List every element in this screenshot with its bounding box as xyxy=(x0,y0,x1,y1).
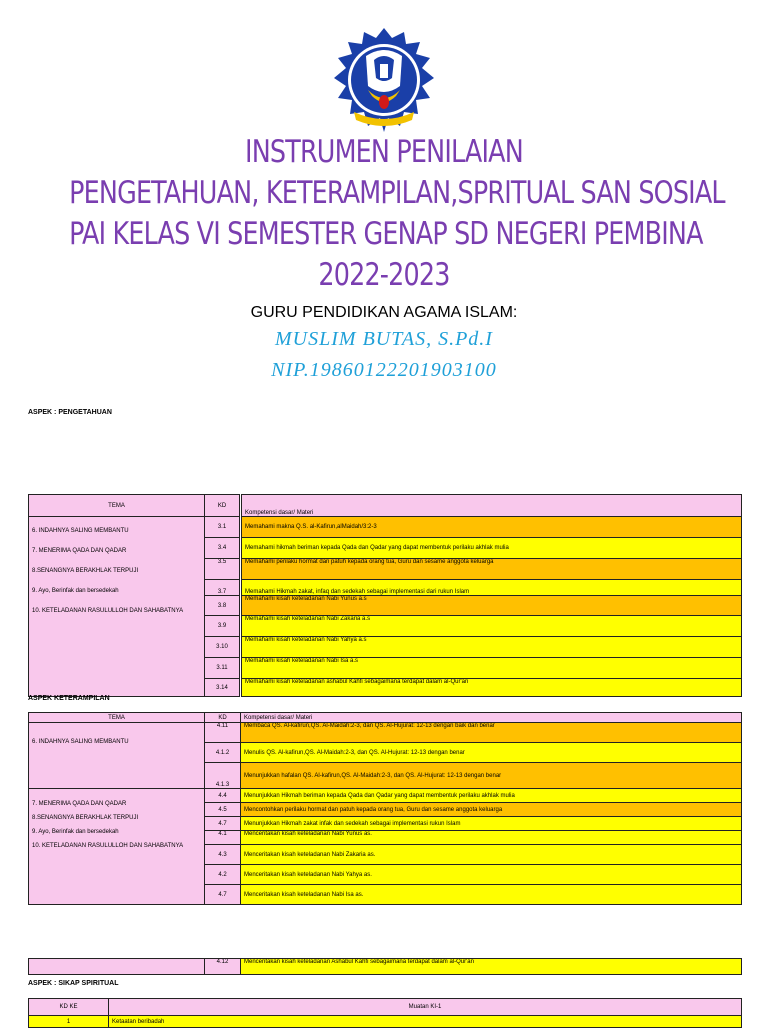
kd-cell: 4.2 xyxy=(205,865,241,885)
table-header-row xyxy=(29,495,742,517)
materi-cell: Memahami hikmah beriman kepada Qada dan Qadar yang dapat membentuk perilaku akhlak mulia xyxy=(241,538,742,559)
kd-cell: 4.5 xyxy=(205,803,241,817)
kd-cell: 3.5 xyxy=(205,559,241,580)
header-tema: TEMA xyxy=(29,713,205,723)
tema-item: 6. INDAHNYA SALING MEMBANTU xyxy=(29,723,205,789)
kd-cell: 3.1 xyxy=(205,517,241,538)
materi-cell: Menceritakan kisah keteladanan Ashabul Kahfi sebagaimana terdapat dalam al-Qur'an xyxy=(241,959,742,975)
materi-cell: Memahami Hikmah zakat, infaq dan sedekah sebagai implementasi dari rukun Islam xyxy=(241,580,742,596)
kd-cell: 3.9 xyxy=(205,616,241,637)
table-row xyxy=(29,723,742,743)
materi-cell: Mencontohkan perilaku hormat dan patuh kepada orang tua, Guru dan sesame anggota keluarga xyxy=(241,803,742,817)
title-line-3: PAI KELAS VI SEMESTER GENAP SD NEGERI PEMBINA xyxy=(69,216,703,252)
kd-cell: 4.4 xyxy=(205,789,241,803)
kd-cell: 3.8 xyxy=(205,596,241,616)
materi-cell: Memahami kisah keteladanan Nabi Yahya a.s xyxy=(241,637,742,658)
table-row xyxy=(29,1016,742,1028)
keterampilan-table-continued xyxy=(28,958,742,975)
aspect-label-sikap-spiritual: ASPEK : SIKAP SPIRITUAL xyxy=(28,980,119,987)
kd-cell: 4.7 xyxy=(205,817,241,831)
table-row xyxy=(29,789,742,803)
kd-cell: 4.3 xyxy=(205,845,241,865)
keterampilan-table xyxy=(28,712,742,905)
teacher-name: MUSLIM BUTAS, S.Pd.I xyxy=(275,328,493,350)
materi-cell: Memahami kisah keteladanan Nabi Yunus a.s xyxy=(241,596,742,616)
kd-cell: 3.11 xyxy=(205,658,241,679)
tema-list xyxy=(29,517,205,697)
tema-item: 6. INDAHNYA SALING MEMBANTU xyxy=(32,528,129,534)
kd-cell: 4.12 xyxy=(205,959,241,975)
materi-cell: Memahami kisah keteladanan ashabul Kahfi sebagaimana terdapat dalam al-Qur'an xyxy=(241,679,742,697)
kd-cell: 4.1.3 xyxy=(205,763,241,789)
header-kd: KD xyxy=(205,713,241,723)
tema-item: 7. MENERIMA QADA DAN QADAR xyxy=(32,801,127,807)
materi-cell: Memahami makna Q.S. al-Kafirun,alMaidah/3:2-3 xyxy=(241,517,742,538)
kd-cell: 3.4 xyxy=(205,538,241,559)
materi-cell: Menceritakan kisah keteladanan Nabi Zakaria as. xyxy=(241,845,742,865)
kd-cell: 4.1.2 xyxy=(205,743,241,763)
title-line-1: INSTRUMEN PENILAIAN xyxy=(245,134,523,170)
kd-cell: 3.14 xyxy=(205,679,241,697)
materi-cell: Memahami kisah keteladanan Nabi Zakaria a.s xyxy=(241,616,742,637)
kd-cell: 4.1 xyxy=(205,831,241,845)
header-materi: Kompetensi dasar/ Materi xyxy=(241,713,742,723)
materi-cell: Memahami perilaku hormat dan patuh kepada orang tua, Guru dan sesame anggota keluarga xyxy=(241,559,742,580)
header-tema: TEMA xyxy=(29,495,205,517)
kd-cell: 1 xyxy=(29,1016,109,1028)
materi-cell: Menceritakan kisah keteladanan Nabi Yunus as. xyxy=(241,831,742,845)
header-materi: Kompetensi dasar/ Materi xyxy=(241,495,742,517)
kd-cell: 3.7 xyxy=(205,580,241,596)
materi-cell: Menulis QS. Al-kafirun,QS. Al-Maidah:2-3, dan QS. Al-Hujurat: 12-13 dengan benar xyxy=(241,743,742,763)
table-header-row xyxy=(29,713,742,723)
aspect-label-keterampilan: ASPEK KETERAMPILAN xyxy=(28,695,110,702)
header-kd: KD xyxy=(205,495,241,517)
teacher-nip: NIP.19860122201903100 xyxy=(271,359,497,381)
kd-cell: 4.11 xyxy=(205,723,241,743)
tema-item: 9. Ayo, Berinfak dan bersedekah xyxy=(32,829,119,835)
teacher-role-subtitle: GURU PENDIDIKAN AGAMA ISLAM: xyxy=(250,304,518,321)
header-kd-ke: KD KE xyxy=(29,999,109,1016)
materi-cell: Menunjukkan hafalan QS. Al-kafirun,QS. Al-Maidah:2-3, dan QS. Al-Hujurat: 12-13 dengan benar xyxy=(241,763,742,789)
kd-cell: 3.10 xyxy=(205,637,241,658)
tema-item: 10. KETELADANAN RASULULLOH DAN SAHABATNYA xyxy=(32,608,184,614)
materi-cell: Menunjukkan Hikmah zakat infak dan sedekah sebagai implementasi rukun Islam xyxy=(241,817,742,831)
tema-item: 10. KETELADANAN RASULULLOH DAN SAHABATNYA xyxy=(32,843,184,849)
materi-cell: Membaca QS. Al-kafirun,QS. Al-Maidah:2-3, dan QS. Al-Hujurat: 12-13 dengan baik dan benar xyxy=(241,723,742,743)
tema-item: 9. Ayo, Berinfak dan bersedekah xyxy=(32,588,119,594)
table-row xyxy=(29,517,742,538)
school-emblem-logo xyxy=(330,26,438,138)
materi-cell: Menunjukkan Hikmah beriman kepada Qada dan Qadar yang dapat membentuk perilaku akhlak mulia xyxy=(241,789,742,803)
aspect-label-pengetahuan: ASPEK : PENGETAHUAN xyxy=(28,409,112,416)
materi-cell: Memahami kisah keteladanan Nabi Isa a.s xyxy=(241,658,742,679)
header-muatan: Muatan KI-1 xyxy=(109,999,742,1016)
title-line-4: 2022-2023 xyxy=(318,257,450,293)
materi-cell: Menceritakan kisah keteladanan Nabi Yahya as. xyxy=(241,865,742,885)
kd-cell: 4.7 xyxy=(205,885,241,905)
tema-empty-cell xyxy=(29,959,205,975)
title-line-2: PENGETAHUAN, KETERAMPILAN,SPRITUAL SAN SOSIAL xyxy=(69,175,725,211)
table-row xyxy=(29,959,742,975)
materi-cell: Menceritakan kisah keteladanan Nabi Isa as. xyxy=(241,885,742,905)
tema-item: 8.SENANGNYA BERAKHLAK TERPUJI xyxy=(32,568,139,574)
tema-list xyxy=(29,789,205,905)
materi-cell: Ketaatan beribadah xyxy=(109,1016,742,1028)
pengetahuan-table xyxy=(28,494,742,697)
tema-item: 8.SENANGNYA BERAKHLAK TERPUJI xyxy=(32,815,139,821)
tema-item: 7. MENERIMA QADA DAN QADAR xyxy=(32,548,127,554)
table-header-row xyxy=(29,999,742,1016)
